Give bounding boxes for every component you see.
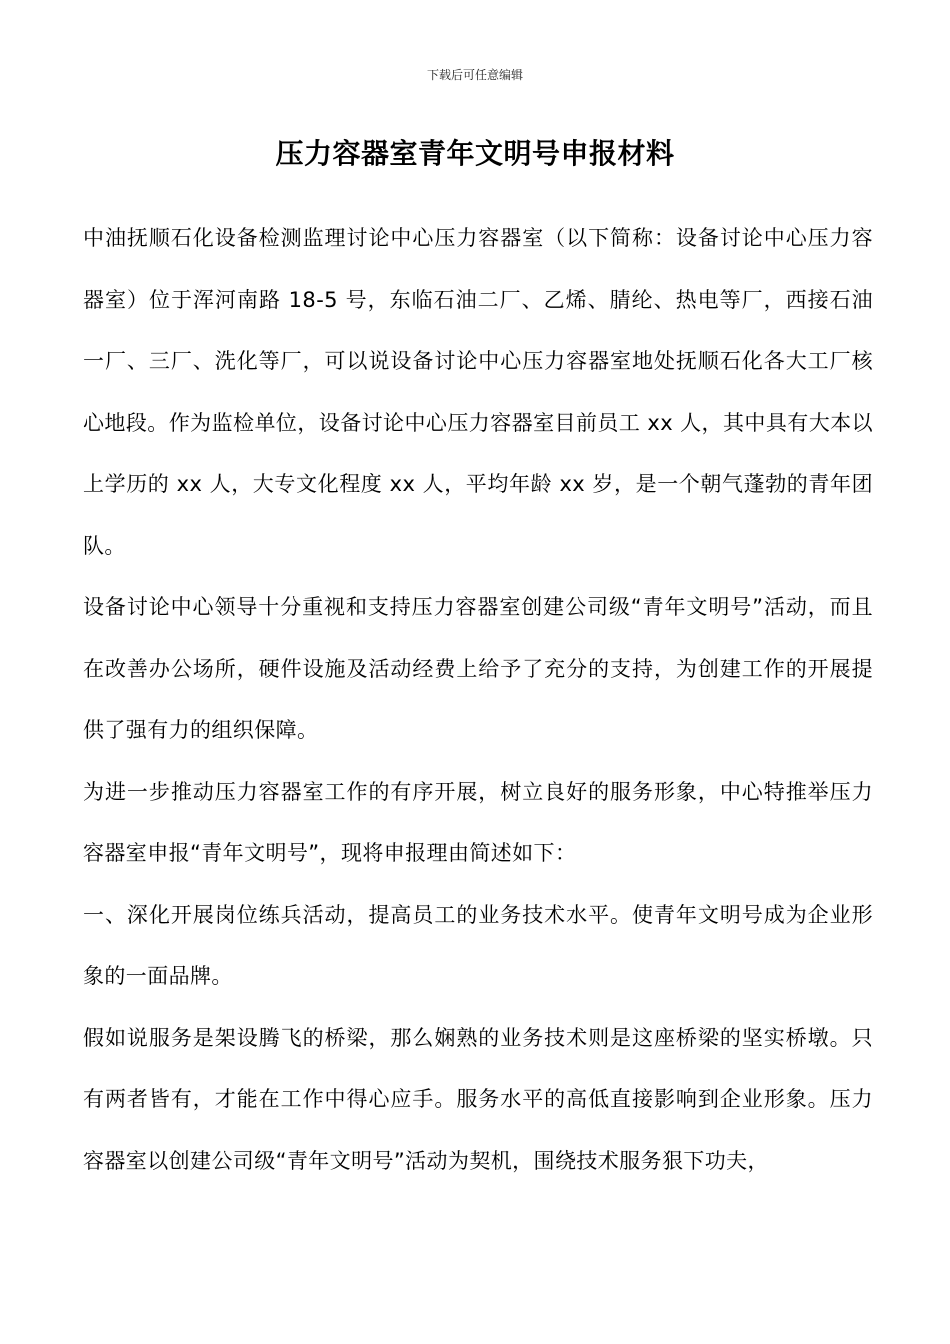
document-title: 压力容器室青年文明号申报材料 <box>275 137 675 170</box>
paragraph-service-skills: 假如说服务是架设腾飞的桥梁，那么娴熟的业务技术则是这座桥梁的坚实桥墩。只有两者皆有，才能在工作中得心应手。服务水平的高低直接影响到企业形象。压力容器室以创建公司级“青年文明号”活动为契机，围绕技术服务狠下功夫， <box>83 1025 873 1173</box>
paragraph-section-one-heading: 一、深化开展岗位练兵活动，提高员工的业务技术水平。使青年文明号成为企业形象的一面品牌。 <box>83 902 873 988</box>
paragraph-intro: 中油抚顺石化设备检测监理讨论中心压力容器室（以下简称：设备讨论中心压力容器室）位于浑河南路 18-5 号，东临石油二厂、乙烯、腈纶、热电等厂，西接石油一厂、三厂、洗化等厂，可以说设备讨论中心压力容器室地处抚顺石化各大工厂核心地段。作为监检单位，设备讨论中心压力容器室目前员工 xx 人，其中具有大本以上学历的 xx 人，大专文化程度 xx 人，平均年龄 xx 岁，是一个朝气蓬勃的青年团队。 <box>83 226 873 558</box>
header-note: 下载后可任意编辑 <box>426 68 523 82</box>
paragraph-purpose: 为进一步推动压力容器室工作的有序开展，树立良好的服务形象，中心特推举压力容器室申报“青年文明号”，现将申报理由简述如下： <box>83 779 873 865</box>
document-body <box>83 208 873 1192</box>
paragraph-support: 设备讨论中心领导十分重视和支持压力容器室创建公司级“青年文明号”活动，而且在改善办公场所，硬件设施及活动经费上给予了充分的支持，为创建工作的开展提供了强有力的组织保障。 <box>83 595 873 742</box>
